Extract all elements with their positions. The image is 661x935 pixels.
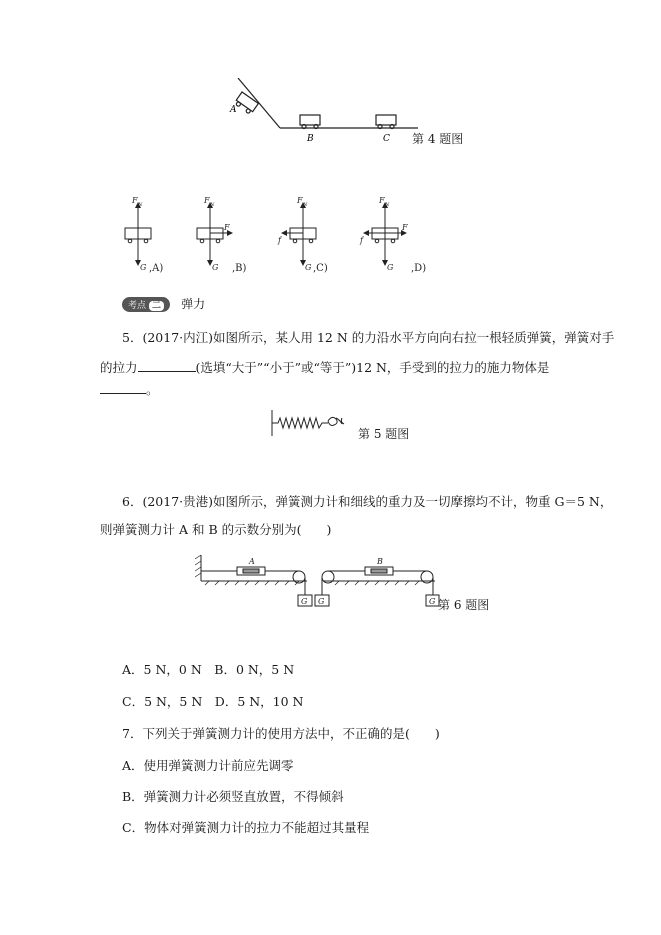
q7-option-b: B．弹簧测力计必须竖直放置，不得倾斜 [122,789,344,804]
option-b-label: ,B) [232,263,247,274]
svg-text:F: F [204,196,210,205]
cart-a [234,92,258,115]
diagram-b [197,203,232,265]
q6-options-ab: A．5 N，0 N B．0 N，5 N [122,662,295,677]
svg-text:F: F [224,223,230,232]
q6-line2: 则弹簧测力计 A 和 B 的示数分别为( ) [100,522,332,537]
cart-b [300,115,320,129]
option-a-label: ,A) [149,263,164,274]
caption-q6: 第 6 题图 [438,598,490,612]
diagram-c [282,203,316,265]
q6-options-cd: C．5 N，5 N D．5 N，10 N [122,694,304,709]
svg-text:f: f [360,236,363,245]
svg-text:B: B [377,557,383,566]
svg-text:N: N [385,202,390,208]
svg-text:N: N [303,202,308,208]
cart-c [376,115,396,129]
svg-text:F: F [297,196,303,205]
svg-text:G: G [318,597,325,606]
svg-text:G: G [140,263,147,272]
svg-text:A: A [249,557,255,566]
q6-line1: 6．(2017·贵港)如图所示，弹簧测力计和细线的重力及一切摩擦均不计，物重 G＝5 N， [122,494,613,509]
svg-text:G: G [305,263,312,272]
q5-line3: 。 [100,381,159,398]
q5-blank-2[interactable] [100,381,146,394]
svg-text:N: N [138,202,143,208]
option-d-label: ,D) [411,263,427,274]
q5-blank-1[interactable] [138,359,196,372]
svg-text:N: N [210,202,215,208]
svg-text:G: G [301,597,308,606]
caption-q4: 第 4 题图 [412,132,464,146]
q7-stem: 7．下列关于弹簧测力计的使用方法中，不正确的是( ) [122,726,440,741]
svg-text:F: F [379,196,385,205]
diagram-d [364,203,406,265]
option-c-label: ,C) [313,263,328,274]
q7-option-a: A．使用弹簧测力计前应先调零 [122,758,294,773]
label-c: C [383,134,390,144]
figure-free-body-diagrams [120,195,440,277]
svg-text:G: G [212,263,219,272]
figure-q5-spring [270,408,360,438]
figure-q6-spring-scales [195,553,440,611]
label-a: A [230,105,237,115]
section-title: 弹力 [181,297,206,311]
section-badge: 考点 二 [122,297,170,312]
label-b: B [307,134,314,144]
svg-text:F: F [402,223,408,232]
svg-text:G: G [387,263,394,272]
q5-line1: 5．(2017·内江)如图所示，某人用 12 N 的力沿水平方向向右拉一根轻质弹簧，弹簧对手 [122,330,615,345]
svg-text:f: f [278,236,281,245]
section-header [122,293,205,312]
svg-text:F: F [132,196,138,205]
diagram-a [125,203,151,265]
q7-option-c: C．物体对弹簧测力计的拉力不能超过其量程 [122,820,370,835]
svg-text:G: G [429,597,436,606]
caption-q5: 第 5 题图 [358,427,410,441]
q5-line2: 的拉力 (选填“大于”“小于”或“等于”)12 N，手受到的拉力的施力物体是 [100,360,550,375]
